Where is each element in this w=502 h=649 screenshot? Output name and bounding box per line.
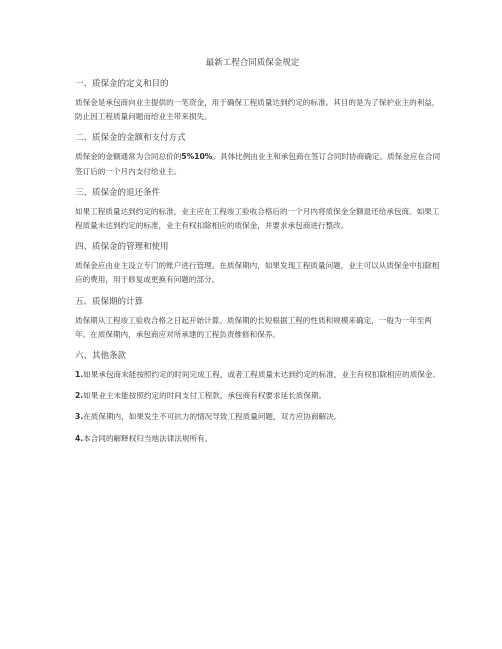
section-paragraph: 质保金是承包商向业主提供的一笔资金，用于确保工程质量达到约定的标准。其目的是为了保护业主的利益，防止因工程质量问题而给业主带来损失。 — [75, 98, 440, 122]
section-heading: 二、质保金的金额和支付方式 — [75, 133, 186, 144]
section-heading: 五、质保期的计算 — [75, 296, 144, 307]
clause-text: 如果业主未能按照约定的时间支付工程款，承包商有权要求延长质保期。 — [83, 391, 327, 401]
section-heading: 一、质保金的定义和目的 — [75, 79, 169, 89]
section-paragraph — [75, 150, 442, 178]
document-title: 最新工程合同质保金规定 — [205, 58, 300, 68]
clause-text: 本合同的解释权归当地法律法规所有。 — [83, 433, 213, 443]
section-paragraph: 质保金应由业主设立专门的账户进行管理。在质保期内，如果发现工程质量问题，业主可以从质保金中扣除相应的费用，用于修复或更换有问题的部分。 — [75, 261, 440, 285]
clause-item — [75, 410, 442, 424]
section-amount — [75, 132, 442, 178]
section-management — [75, 241, 442, 287]
clause-number: 3. — [75, 412, 84, 422]
section-heading: 四、质保金的管理和使用 — [75, 242, 169, 253]
clause-number: 2. — [75, 391, 84, 401]
section-heading: 六、其他条款 — [75, 351, 127, 362]
section-paragraph: 如果工程质量达到约定的标准，业主应在工程竣工验收合格后的一个月内将质保金全额退还给承包商。如果工程质量未达到约定的标准，业主有权扣除相应的质保金，并要求承包商进行整改。 — [75, 206, 440, 231]
clause-number: 1. — [75, 370, 84, 380]
percentage-range: 5%10% — [181, 152, 213, 162]
clause-number: 4. — [75, 433, 84, 443]
section-heading: 三、质保金的退还条件 — [75, 187, 161, 198]
clause-item — [75, 368, 442, 382]
clause-text: 如果承包商未能按照约定的时间完成工程，或者工程质量未达到约定的标准，业主有权扣除相应的质保金。 — [83, 370, 441, 380]
section-warranty-period — [75, 296, 442, 342]
clause-item — [75, 432, 442, 446]
section-paragraph: 质保期从工程竣工验收合格之日起开始计算。质保期的长短根据工程的性质和规模来确定，一般为一年至两年。在质保期内，承包商应对所承建的工程负责维修和保养。 — [75, 315, 432, 339]
clause-text: 在质保期内，如果发生不可抗力的情况导致工程质量问题，双方应协商解决。 — [83, 412, 342, 422]
section-refund — [75, 187, 442, 233]
clause-item — [75, 389, 442, 403]
paragraph-text: 。具体比例由业主和承包商在签订合同时协商确定。质保金应在合同签订后的一个月内支付给业主。 — [75, 152, 441, 176]
section-definition — [75, 78, 442, 124]
section-other-terms — [75, 350, 442, 446]
paragraph-text: 质保金的金额通常为合同总价的 — [75, 152, 182, 162]
